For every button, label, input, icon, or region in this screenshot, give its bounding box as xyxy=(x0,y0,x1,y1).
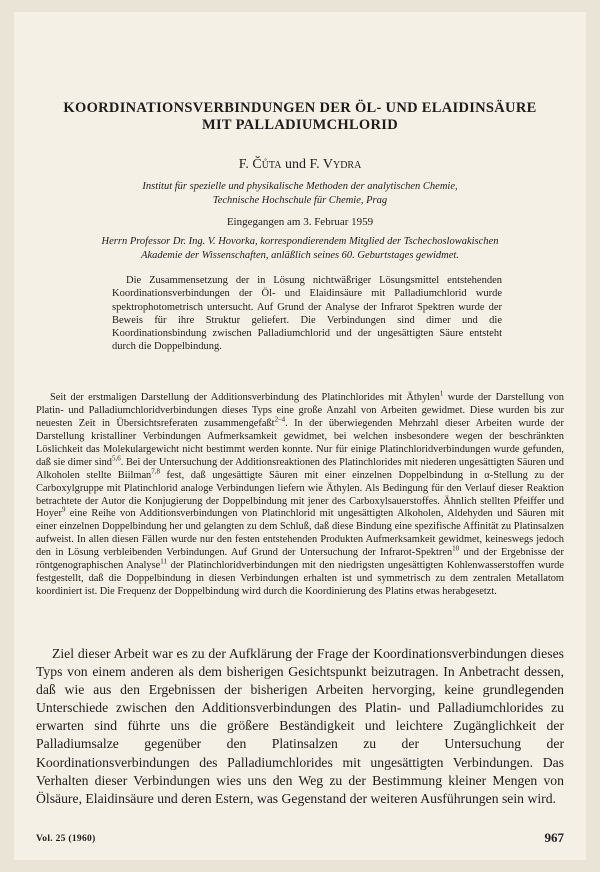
abstract: Die Zusammensetzung der in Lösung nichtwäßriger Lösungsmittel entstehenden Koordinationsverbindungen der Öl- und Elaidinsäure mit Palladiumchlorid wurde spektrophotometrisch untersucht. Auf Grund der Analyse der Infrarot Spektren wurde der Beweis für ihre Struktur geliefert. Die Verbindungen sind dimer und die Koordinationsbindung zwischen Palladiumchlorid und der ungesättigten Säure entsteht durch die Doppelbindung. xyxy=(112,275,502,353)
title-line-2: MIT PALLADIUMCHLORID xyxy=(202,117,398,133)
intro-text-6: eine Reihe von Additionsverbindungen von Platinchlorid mit ungesättigten Alkoholen, Aldehyden und Säuren mit einer einzelnen Doppelbindung her und gelangten zu dem Schluß, daß diese Bindung eine spezifische Affinität zu Platinsalzen aufweist. In allen diesen Fällen wurde nur den festen entstehenden Produkten Aufmerksamkeit gewidmet, keineswegs jedoch den in Lösung verbleibenden Verbindungen. Auf Grund der Untersuchung der Infrarot-Spektren xyxy=(36,508,564,559)
reference-4: 7,8 xyxy=(151,467,161,476)
reference-6: 10 xyxy=(452,544,460,553)
dedication xyxy=(14,235,586,262)
institute-affiliation xyxy=(14,180,586,207)
intro-text-3: . In der überwiegenden Mehrzahl dieser Arbeiten wurde der Darstellung kristalliner Verbindungen Aufmerksamkeit gewidmet, bei welchen insbesondere wegen der beschränkten Löslichkeit das Molekulargewicht nicht bestimmt werden konnte. Nur für einige Platinchloridverbindungen wurde gefunden, daß sie dimer sind xyxy=(36,417,565,468)
journal-page xyxy=(14,12,586,860)
reference-2: 2–4 xyxy=(274,415,286,424)
aim-paragraph: Ziel dieser Arbeit war es zu der Aufklärung der Frage der Koordinationsverbindungen dieses Typs von einem anderen als dem bisherigen Gesichtspunkt beizutragen. In Anbetracht dessen, daß wie aus den Ergebnissen der bisherigen Arbeiten hervorging, keine grundlegenden Unterschiede zwischen den Additionsverbindungen des Platin- und Palladiumchlorides zu erwarten sind führte uns die größere Beständigkeit und leichtere Zugänglichkeit der Palladiumsalze gegenüber den Platinsalzen zu der Untersuchung der Koordinationsverbindungen des Palladiumchlorides mit ungesättigten Verbindungen. Das Verhalten dieser Verbindungen wies uns den Weg zu der Bestimmung kleiner Mengen von Ölsäure, Elaidinsäure und deren Estern, was Gegenstand der weiteren Ausführungen sein wird. xyxy=(36,646,564,806)
institute-line-2: Technische Hochschule für Chemie, Prag xyxy=(212,194,388,206)
intro-text-7: und der Ergebnisse der röntgenographischen Analyse xyxy=(36,547,565,572)
reference-3: 5,6 xyxy=(111,454,121,463)
author-connector: und xyxy=(284,157,306,172)
intro-text-5: fest, daß ungesättigte Säuren mit einer einzelnen Doppelbindung in α-Stellung zu der Carboxylgruppe mit Platinchlorid analoge Verbindungen liefern wie Äthylen. Als Bedingung für den Verlauf dieser Reaktion betrachtete der Autor die Konjugierung der Doppelbindung mit jener des Carboxylsauerstoffes. Ähnlich stellten Pfeiffer und Hoyer xyxy=(36,469,564,520)
reference-7: 11 xyxy=(160,557,167,566)
intro-text-2: wurde der Darstellung von Platin- und Palladiumchloridverbindungen dieses Typs eine große Anzahl von Arbeiten gewidmet. Diese wurden bis zur neuesten Zeit in Übersichtsreferaten zusammengefaßt xyxy=(36,392,564,429)
title-line-1: KOORDINATIONSVERBINDUNGEN DER ÖL- UND ELAIDINSÄURE xyxy=(63,100,537,116)
institute-line-1: Institut für spezielle und physikalische Methoden der analytischen Chemie, xyxy=(142,181,458,192)
intro-text-1: Seit der erstmaligen Darstellung der Additionsverbindung des Platinchlorides mit Äthylen xyxy=(50,392,440,403)
author-2: F. Vydra xyxy=(309,157,362,172)
volume-info: Vol. 25 (1960) xyxy=(36,834,96,844)
intro-paragraph xyxy=(36,389,565,599)
article-title xyxy=(14,100,586,134)
reference-5: 9 xyxy=(61,505,66,514)
intro-text-4: . Bei der Untersuchung der Additionsreaktionen des Platinchlorides mit niederen ungesättigten Säuren und Alkoholen stellte Biilman xyxy=(36,456,564,481)
reference-1: 1 xyxy=(439,389,444,398)
intro-text-8: der Platinchloridverbindungen mit den niedrigsten ungesättigten Kohlenwasserstoffen wurde festgestellt, daß die Doppelbindung in diesen Verbindungen erhalten ist und symmetrisch zu dem zentralen Metallatom koordiniert ist. Die Frequenz der Doppelbindung wird durch die Koordinierung des Platins etwas herabgesetzt. xyxy=(36,560,564,598)
dedication-line-1: Herrn Professor Dr. Ing. V. Hovorka, korrespondierendem Mitglied der Tschechoslowakischen xyxy=(101,236,499,247)
author-1: F. Čůta xyxy=(238,157,282,172)
page-number: 967 xyxy=(544,830,564,845)
received-date: Eingegangen am 3. Februar 1959 xyxy=(226,216,374,228)
dedication-line-2: Akademie der Wissenschaften, anläßlich seines 60. Geburtstages gewidmet. xyxy=(141,249,459,261)
authors xyxy=(14,157,586,173)
